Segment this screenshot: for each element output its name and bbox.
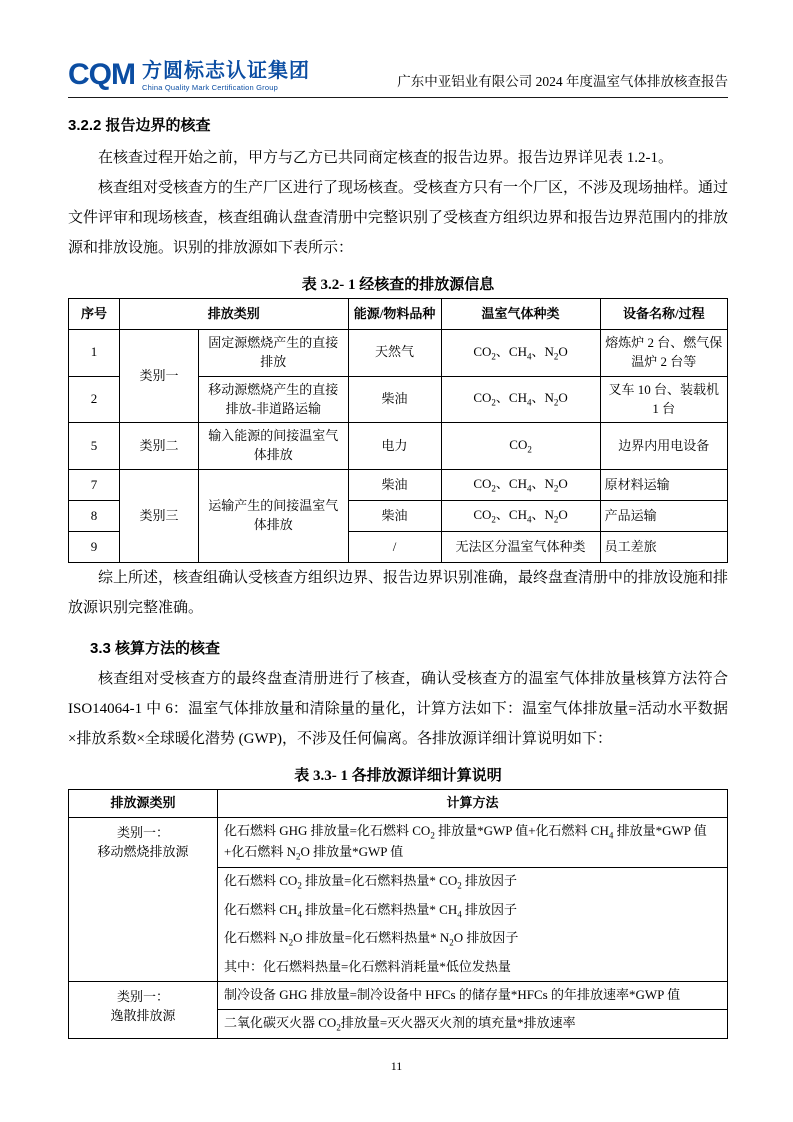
- header-report-title: 广东中亚铝业有限公司 2024 年度温室气体排放核查报告: [397, 74, 728, 89]
- category-line-1: 类别一：: [116, 988, 169, 1004]
- table-row: [69, 423, 728, 470]
- emission-source-table: [68, 298, 728, 563]
- calculation-method-table: [68, 789, 728, 1039]
- cell-method: 化石燃料 $N_2O$ 排放量=化石燃料热量* $N_2O$ 排放因子: [218, 925, 728, 954]
- category-line-2: 移动燃烧排放源: [97, 843, 189, 859]
- cell-equipment: 熔炼炉 2 台、燃气保温炉 2 台等: [600, 330, 727, 377]
- cell-no: 1: [69, 330, 120, 377]
- th-fuel: 能源/物料品种: [348, 299, 441, 330]
- logo-english-name: China Quality Mark Certification Group: [142, 83, 278, 93]
- cell-ghg: $CO_2$: [441, 423, 600, 470]
- cell-equipment: 产品运输: [600, 501, 727, 532]
- table-header-row: [69, 790, 728, 818]
- category-line-1: 类别一：: [116, 824, 169, 840]
- cell-fuel: 电力: [348, 423, 441, 470]
- cell-source-category: [69, 817, 218, 981]
- cqm-logo-mark: CQM: [68, 57, 135, 91]
- th-no: 序号: [69, 299, 120, 330]
- page-number: 11: [390, 1059, 403, 1073]
- cell-method: 化石燃料 GHG 排放量=化石燃料 $CO_2$ 排放量*GWP 值+化石燃料 $CH_4$ 排放量*GWP 值+化石燃料 $N_2O$ 排放量*GWP 值: [218, 817, 728, 867]
- paragraph-322-3: 综上所述，核查组确认受核查方组织边界、报告边界识别准确，最终盘查清册中的排放设施和排放源识别完整准确。: [68, 570, 729, 617]
- cell-no: 2: [69, 376, 120, 423]
- table-row: [69, 981, 728, 1009]
- paragraph-322-1: 在核查过程开始之前，甲方与乙方已共同商定核查的报告边界。报告边界详见表 1.2-1。: [98, 150, 673, 166]
- cell-method: 二氧化碳灭火器 $CO_2$排放量=灭火器灭火剂的填充量*排放速率: [218, 1009, 728, 1039]
- cell-method: 化石燃料 $CO_2$ 排放量=化石燃料热量* $CO_2$ 排放因子: [218, 868, 728, 897]
- cell-equipment: 原材料运输: [600, 470, 727, 501]
- th-ghg: 温室气体种类: [441, 299, 600, 330]
- cell-fuel: /: [348, 532, 441, 563]
- paragraph-322-2: 核查组对受核查方的生产厂区进行了现场核查。受核查方只有一个厂区，不涉及现场抽样。通过文件评审和现场核查，核查组确认盘查清册中完整识别了受核查方组织边界和报告边界范围内的排放源和排放设施。识别的排放源如下表所示：: [68, 180, 729, 256]
- cell-method: 其中：化石燃料热量=化石燃料消耗量*低位发热量: [218, 954, 728, 981]
- cell-equipment: 员工差旅: [600, 532, 727, 563]
- cell-method: 化石燃料 $CH_4$ 排放量=化石燃料热量* $CH_4$ 排放因子: [218, 897, 728, 926]
- cell-category: 类别二: [120, 423, 199, 470]
- document-header: [68, 40, 728, 98]
- page-content: [68, 40, 728, 1039]
- th-source-category: 排放源类别: [69, 790, 218, 818]
- th-calculation-method: 计算方法: [218, 790, 728, 818]
- section-heading-322: 3.2.2 报告边界的核查: [68, 117, 211, 134]
- cell-ghg: $CO_2$、$CH_4$、$N_2O$: [441, 470, 600, 501]
- logo-text-block: [142, 61, 310, 92]
- cell-no: 7: [69, 470, 120, 501]
- cell-no: 8: [69, 501, 120, 532]
- cell-subcategory: 输入能源的间接温室气体排放: [199, 423, 349, 470]
- cell-fuel: 柴油: [348, 470, 441, 501]
- cell-no: 5: [69, 423, 120, 470]
- cell-equipment: 边界内用电设备: [600, 423, 727, 470]
- cell-subcategory: 固定源燃烧产生的直接排放: [199, 330, 349, 377]
- cell-source-category: [69, 981, 218, 1038]
- cell-fuel: 柴油: [348, 376, 441, 423]
- cell-ghg: $CO_2$、$CH_4$、$N_2O$: [441, 330, 600, 377]
- th-equipment: 设备名称/过程: [600, 299, 727, 330]
- cell-category: 类别一: [120, 330, 199, 423]
- cell-equipment: 叉车 10 台、装载机 1 台: [600, 376, 727, 423]
- cell-subcategory: 移动源燃烧产生的直接排放-非道路运输: [199, 376, 349, 423]
- cell-ghg: $CO_2$、$CH_4$、$N_2O$: [441, 376, 600, 423]
- cell-fuel: 天然气: [348, 330, 441, 377]
- table-row: [69, 330, 728, 377]
- table1-caption: 表 3.2- 1 经核查的排放源信息: [301, 277, 495, 293]
- cell-ghg: 无法区分温室气体种类: [441, 532, 600, 563]
- cell-fuel: 柴油: [348, 501, 441, 532]
- cell-method: 制冷设备 GHG 排放量=制冷设备中 HFCs 的储存量*HFCs 的年排放速率*GWP 值: [218, 981, 728, 1009]
- cell-ghg: $CO_2$、$CH_4$、$N_2O$: [441, 501, 600, 532]
- cell-subcategory: 运输产生的间接温室气体排放: [199, 470, 349, 563]
- category-line-2: 逸散排放源: [110, 1007, 176, 1023]
- paragraph-33-1: 核查组对受核查方的最终盘查清册进行了核查，确认受核查方的温室气体排放量核算方法符合 ISO14064-1 中 6：温室气体排放量和清除量的量化，计算方法如下：温室气体排放量=活动水平数据×排放系数×全球暖化潜势 (GWP)，不涉及任何偏离。各排放源详细计算说明如下：: [68, 671, 728, 748]
- cell-no: 9: [69, 532, 120, 563]
- table2-caption: 表 3.3- 1 各排放源详细计算说明: [294, 768, 502, 785]
- cqm-logo: [68, 57, 310, 93]
- table-row: [69, 470, 728, 501]
- section-heading-33: 3.3 核算方法的核查: [90, 640, 221, 658]
- table-header-row: [69, 299, 728, 330]
- logo-chinese-name: 方圆标志认证集团: [142, 60, 310, 83]
- table-row: [69, 817, 728, 867]
- th-category: 排放类别: [120, 299, 349, 330]
- cell-category: 类别三: [120, 470, 199, 563]
